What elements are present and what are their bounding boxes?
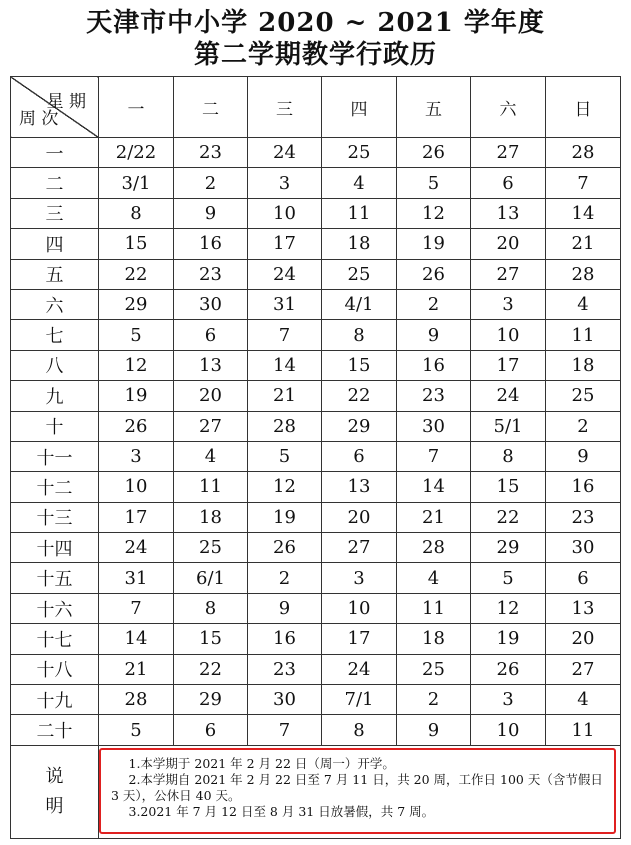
day-cell: 8 xyxy=(322,320,397,350)
note-item: 2.本学期自 2021 年 2 月 22 日至 7 月 11 日，共 20 周，工作日 100 天（含节假日 3 天），公休日 40 天。 xyxy=(111,771,603,803)
day-cell: 31 xyxy=(248,289,322,319)
day-cell: 23 xyxy=(248,654,322,684)
day-cell: 27 xyxy=(471,259,546,289)
week-number-cell: 四 xyxy=(11,229,99,259)
week-number-cell: 十四 xyxy=(11,533,99,563)
header-row xyxy=(11,77,621,138)
week-number-cell: 八 xyxy=(11,350,99,380)
note-item: 3.2021 年 7 月 12 日至 8 月 31 日放暑假，共 7 周。 xyxy=(128,803,435,819)
notes-row xyxy=(11,745,621,838)
day-cell: 21 xyxy=(546,229,621,259)
week-row xyxy=(11,350,621,380)
day-cell: 28 xyxy=(546,138,621,168)
day-cell: 5 xyxy=(471,563,546,593)
day-cell: 18 xyxy=(174,502,248,532)
day-cell: 31 xyxy=(99,563,174,593)
day-cell: 14 xyxy=(397,472,471,502)
day-cell: 3 xyxy=(248,168,322,198)
day-cell: 7 xyxy=(546,168,621,198)
day-cell: 8 xyxy=(322,715,397,745)
day-cell: 6 xyxy=(471,168,546,198)
day-cell: 23 xyxy=(546,502,621,532)
day-cell: 10 xyxy=(248,198,322,228)
day-cell: 4 xyxy=(397,563,471,593)
week-row xyxy=(11,381,621,411)
day-cell: 22 xyxy=(174,654,248,684)
day-cell: 11 xyxy=(322,198,397,228)
week-number-cell: 七 xyxy=(11,320,99,350)
day-cell: 26 xyxy=(397,138,471,168)
day-cell: 4/1 xyxy=(322,289,397,319)
week-row xyxy=(11,654,621,684)
weekday-header: 一 xyxy=(99,77,174,138)
day-cell: 13 xyxy=(174,350,248,380)
weeks-body xyxy=(11,138,621,746)
day-cell: 15 xyxy=(322,350,397,380)
week-number-cell: 五 xyxy=(11,259,99,289)
day-cell: 6 xyxy=(174,715,248,745)
day-cell: 6 xyxy=(174,320,248,350)
week-number-cell: 十二 xyxy=(11,472,99,502)
day-cell: 11 xyxy=(546,320,621,350)
day-cell: 11 xyxy=(174,472,248,502)
day-cell: 25 xyxy=(397,654,471,684)
day-cell: 23 xyxy=(174,138,248,168)
day-cell: 16 xyxy=(397,350,471,380)
day-cell: 20 xyxy=(546,624,621,654)
week-row xyxy=(11,411,621,441)
day-cell: 16 xyxy=(174,229,248,259)
day-cell: 21 xyxy=(99,654,174,684)
day-cell: 8 xyxy=(471,441,546,471)
day-cell: 18 xyxy=(322,229,397,259)
day-cell: 18 xyxy=(397,624,471,654)
week-row xyxy=(11,593,621,623)
day-cell: 15 xyxy=(471,472,546,502)
day-cell: 9 xyxy=(174,198,248,228)
day-cell: 20 xyxy=(174,381,248,411)
notes-label-line: 明 xyxy=(45,795,64,817)
week-row xyxy=(11,441,621,471)
week-row xyxy=(11,502,621,532)
week-row xyxy=(11,533,621,563)
week-row xyxy=(11,685,621,715)
week-number-cell: 十一 xyxy=(11,441,99,471)
day-cell: 3 xyxy=(322,563,397,593)
day-cell: 30 xyxy=(546,533,621,563)
week-number-cell: 十九 xyxy=(11,685,99,715)
day-cell: 23 xyxy=(397,381,471,411)
day-cell: 24 xyxy=(99,533,174,563)
week-number-cell: 十七 xyxy=(11,624,99,654)
day-cell: 4 xyxy=(174,441,248,471)
day-cell: 19 xyxy=(397,229,471,259)
day-cell: 22 xyxy=(322,381,397,411)
academic-calendar-table xyxy=(10,76,621,839)
day-cell: 13 xyxy=(471,198,546,228)
day-cell: 13 xyxy=(322,472,397,502)
day-cell: 28 xyxy=(397,533,471,563)
day-cell: 11 xyxy=(546,715,621,745)
day-cell: 7/1 xyxy=(322,685,397,715)
day-cell: 18 xyxy=(546,350,621,380)
day-cell: 14 xyxy=(99,624,174,654)
week-number-cell: 十六 xyxy=(11,593,99,623)
day-cell: 9 xyxy=(397,715,471,745)
note-item: 1.本学期于 2021 年 2 月 22 日（周一）开学。 xyxy=(128,755,395,771)
day-cell: 23 xyxy=(174,259,248,289)
day-cell: 19 xyxy=(471,624,546,654)
day-cell: 8 xyxy=(99,198,174,228)
day-cell: 17 xyxy=(99,502,174,532)
day-cell: 26 xyxy=(397,259,471,289)
day-cell: 15 xyxy=(99,229,174,259)
day-cell: 10 xyxy=(471,320,546,350)
day-cell: 25 xyxy=(174,533,248,563)
week-number-cell: 十八 xyxy=(11,654,99,684)
day-cell: 12 xyxy=(471,593,546,623)
day-cell: 29 xyxy=(99,289,174,319)
day-cell: 30 xyxy=(248,685,322,715)
day-cell: 8 xyxy=(174,593,248,623)
day-cell: 24 xyxy=(322,654,397,684)
day-cell: 29 xyxy=(471,533,546,563)
day-cell: 10 xyxy=(99,472,174,502)
day-cell: 5/1 xyxy=(471,411,546,441)
day-cell: 19 xyxy=(99,381,174,411)
day-cell: 22 xyxy=(471,502,546,532)
day-cell: 9 xyxy=(397,320,471,350)
weekday-header: 二 xyxy=(174,77,248,138)
day-cell: 6 xyxy=(322,441,397,471)
week-number-cell: 二十 xyxy=(11,715,99,745)
day-cell: 26 xyxy=(248,533,322,563)
day-cell: 7 xyxy=(99,593,174,623)
corner-header-cell xyxy=(11,77,99,138)
week-row xyxy=(11,472,621,502)
day-cell: 16 xyxy=(546,472,621,502)
day-cell: 24 xyxy=(471,381,546,411)
day-cell: 2 xyxy=(397,685,471,715)
weekday-header: 五 xyxy=(397,77,471,138)
page-title: 天津市中小学 2020 ~ 2021 学年度 xyxy=(86,8,545,38)
day-cell: 2/22 xyxy=(99,138,174,168)
day-cell: 5 xyxy=(99,715,174,745)
day-cell: 6 xyxy=(546,563,621,593)
notes-highlight-box xyxy=(99,748,616,834)
day-cell: 11 xyxy=(397,593,471,623)
day-cell: 26 xyxy=(471,654,546,684)
day-cell: 19 xyxy=(248,502,322,532)
day-cell: 30 xyxy=(397,411,471,441)
day-cell: 6/1 xyxy=(174,563,248,593)
day-cell: 29 xyxy=(322,411,397,441)
week-row xyxy=(11,624,621,654)
day-cell: 5 xyxy=(397,168,471,198)
day-cell: 4 xyxy=(546,685,621,715)
day-cell: 29 xyxy=(174,685,248,715)
day-cell: 10 xyxy=(322,593,397,623)
week-number-cell: 三 xyxy=(11,198,99,228)
day-cell: 17 xyxy=(248,229,322,259)
weekday-header: 六 xyxy=(471,77,546,138)
page-subtitle: 第二学期教学行政历 xyxy=(193,40,437,70)
day-cell: 9 xyxy=(248,593,322,623)
day-cell: 5 xyxy=(99,320,174,350)
week-number-cell: 一 xyxy=(11,138,99,168)
day-cell: 4 xyxy=(546,289,621,319)
week-row xyxy=(11,563,621,593)
week-row xyxy=(11,715,621,745)
day-cell: 2 xyxy=(174,168,248,198)
week-number-cell: 十五 xyxy=(11,563,99,593)
day-cell: 24 xyxy=(248,259,322,289)
day-cell: 7 xyxy=(248,715,322,745)
day-cell: 16 xyxy=(248,624,322,654)
day-cell: 14 xyxy=(248,350,322,380)
day-cell: 13 xyxy=(546,593,621,623)
day-cell: 21 xyxy=(397,502,471,532)
week-row xyxy=(11,229,621,259)
day-cell: 26 xyxy=(99,411,174,441)
day-cell: 20 xyxy=(471,229,546,259)
weekday-header: 四 xyxy=(322,77,397,138)
day-cell: 4 xyxy=(322,168,397,198)
day-cell: 5 xyxy=(248,441,322,471)
corner-week-label: 周 次 xyxy=(19,109,59,129)
day-cell: 17 xyxy=(322,624,397,654)
notes-cell xyxy=(99,745,621,838)
day-cell: 28 xyxy=(248,411,322,441)
day-cell: 3 xyxy=(99,441,174,471)
day-cell: 12 xyxy=(397,198,471,228)
day-cell: 27 xyxy=(471,138,546,168)
day-cell: 25 xyxy=(322,259,397,289)
day-cell: 2 xyxy=(397,289,471,319)
day-cell: 3/1 xyxy=(99,168,174,198)
week-number-cell: 十 xyxy=(11,411,99,441)
day-cell: 24 xyxy=(248,138,322,168)
day-cell: 22 xyxy=(99,259,174,289)
day-cell: 28 xyxy=(546,259,621,289)
day-cell: 2 xyxy=(546,411,621,441)
week-number-cell: 二 xyxy=(11,168,99,198)
week-row xyxy=(11,320,621,350)
week-row xyxy=(11,198,621,228)
week-number-cell: 六 xyxy=(11,289,99,319)
day-cell: 2 xyxy=(248,563,322,593)
day-cell: 9 xyxy=(546,441,621,471)
day-cell: 20 xyxy=(322,502,397,532)
day-cell: 27 xyxy=(322,533,397,563)
weekday-header: 日 xyxy=(546,77,621,138)
week-row xyxy=(11,259,621,289)
day-cell: 10 xyxy=(471,715,546,745)
week-row xyxy=(11,289,621,319)
weekday-header: 三 xyxy=(248,77,322,138)
notes-label xyxy=(11,745,99,838)
day-cell: 28 xyxy=(99,685,174,715)
day-cell: 25 xyxy=(546,381,621,411)
week-row xyxy=(11,168,621,198)
day-cell: 12 xyxy=(99,350,174,380)
week-number-cell: 九 xyxy=(11,381,99,411)
day-cell: 27 xyxy=(546,654,621,684)
day-cell: 3 xyxy=(471,685,546,715)
day-cell: 7 xyxy=(397,441,471,471)
day-cell: 14 xyxy=(546,198,621,228)
day-cell: 21 xyxy=(248,381,322,411)
day-cell: 3 xyxy=(471,289,546,319)
day-cell: 7 xyxy=(248,320,322,350)
week-number-cell: 十三 xyxy=(11,502,99,532)
week-row xyxy=(11,138,621,168)
day-cell: 25 xyxy=(322,138,397,168)
day-cell: 30 xyxy=(174,289,248,319)
corner-weekday-label: 星 期 xyxy=(46,92,86,112)
day-cell: 12 xyxy=(248,472,322,502)
notes-label-line: 说 xyxy=(45,765,64,787)
day-cell: 27 xyxy=(174,411,248,441)
day-cell: 15 xyxy=(174,624,248,654)
day-cell: 17 xyxy=(471,350,546,380)
